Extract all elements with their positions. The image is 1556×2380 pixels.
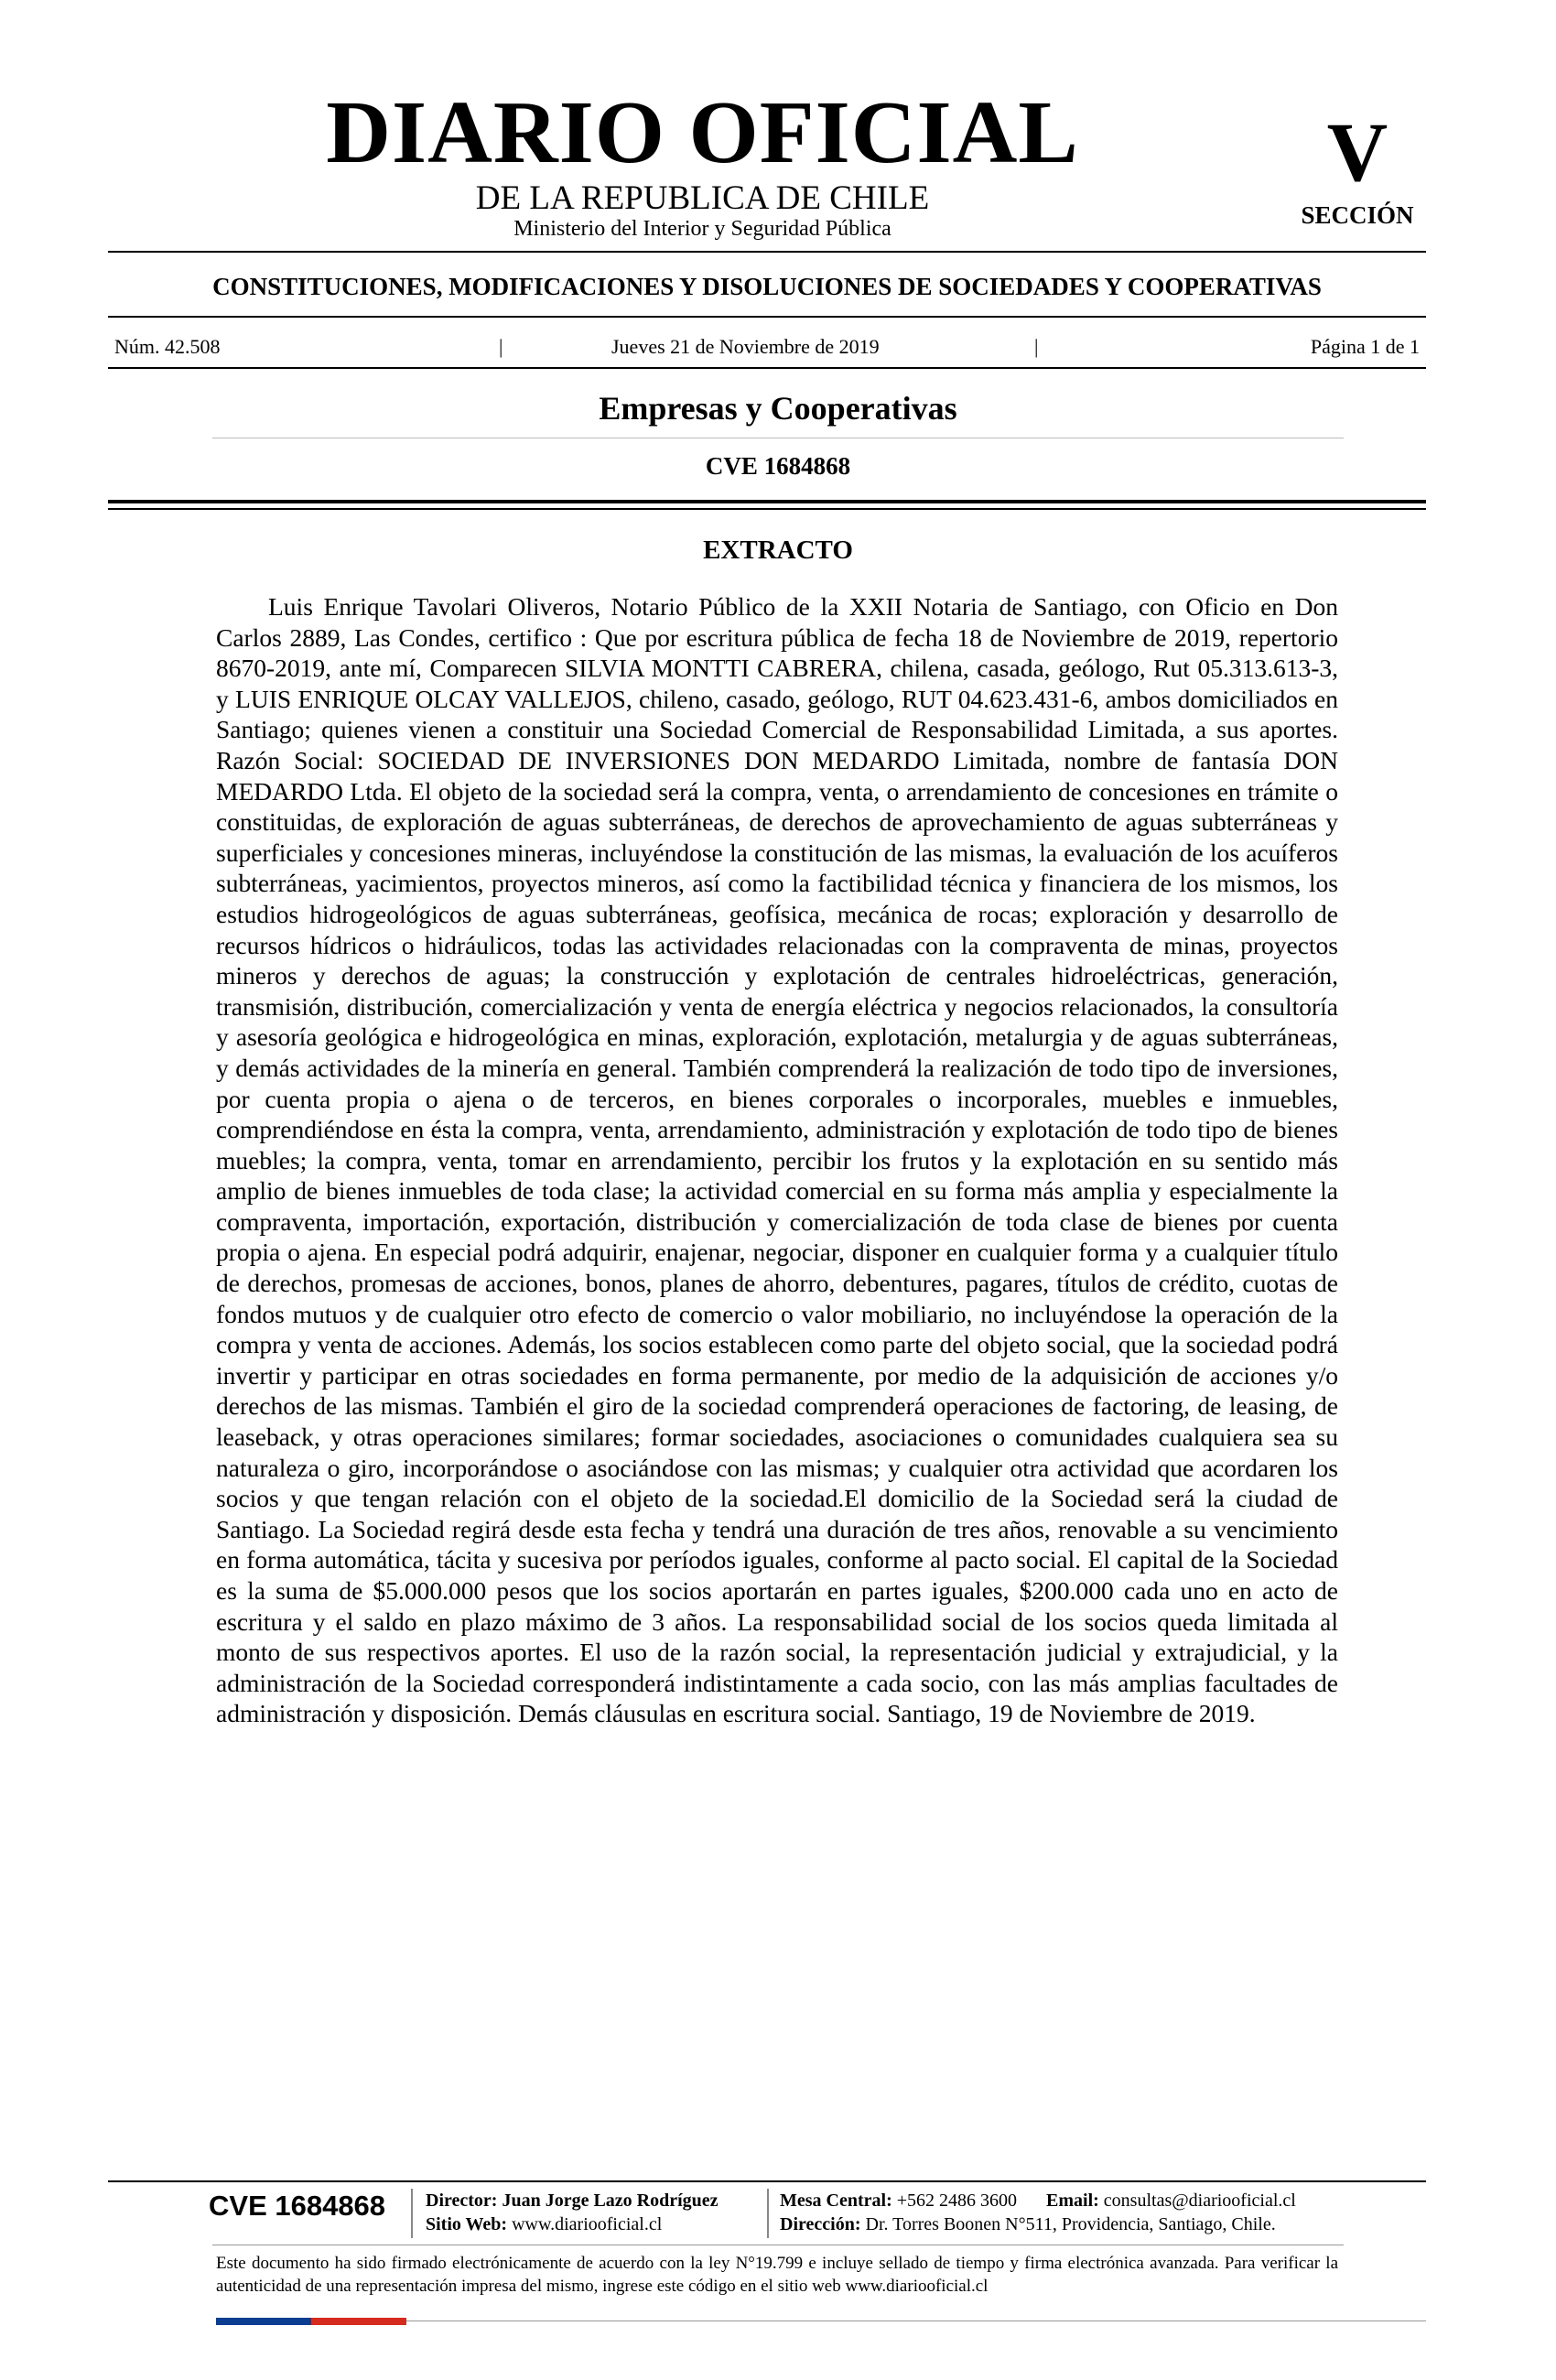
phone-label: Mesa Central: [780, 2191, 892, 2211]
address-text: Dr. Torres Boonen N°511, Providencia, Santiago, Chile. [865, 2214, 1276, 2234]
footer-director-block [426, 2189, 764, 2236]
masthead-ministry: Ministerio del Interior y Seguridad Pública [513, 217, 891, 241]
email-label: Email: [1046, 2191, 1099, 2211]
footer-contact-block [780, 2189, 1347, 2236]
issue-separator-right: | [1034, 335, 1039, 358]
masthead-subtitle: DE LA REPUBLICA DE CHILE [475, 179, 930, 217]
flag-stripe-red [311, 2318, 406, 2325]
cve-rule-thin [108, 508, 1426, 510]
cve-rule-thick [108, 500, 1426, 503]
issue-separator-left: | [499, 335, 503, 358]
category-title: Empresas y Cooperativas [599, 390, 957, 427]
issue-rule [108, 367, 1426, 369]
footer-divider [767, 2189, 769, 2238]
section-numeral: V [1326, 105, 1389, 199]
legal-note: Este documento ha sido firmado electrónicamente de acuerdo con la ley N°19.799 e incluye sellado de tiempo y firma electrónica avanzada. Para verificar la autenticidad de una representación impresa del mismo, ingrese este código en el sitio web www.diariooficial.cl [216, 2254, 1338, 2296]
section-heading: CONSTITUCIONES, MODIFICACIONES Y DISOLUCIONES DE SOCIEDADES Y COOPERATIVAS [212, 273, 1322, 300]
issue-row [108, 333, 1426, 361]
bottom-rule [406, 2320, 1426, 2321]
phone-number: +562 2486 3600 [896, 2191, 1018, 2211]
website-label: Sitio Web: [426, 2214, 508, 2234]
section-label: SECCIÓN [1301, 201, 1414, 229]
email-link[interactable]: consultas@diariooficial.cl [1103, 2191, 1296, 2211]
footer-rule [108, 2180, 1426, 2182]
issue-number: Núm. 42.508 [114, 335, 221, 358]
section-heading-rule [108, 316, 1426, 318]
flag-stripe-blue [216, 2318, 311, 2325]
address-label: Dirección: [780, 2214, 861, 2234]
director-label: Director: [426, 2191, 498, 2211]
issue-page: Página 1 de 1 [1310, 335, 1420, 358]
masthead-title: DIARIO OFICIAL [326, 83, 1079, 182]
cve-code: CVE 1684868 [705, 452, 851, 480]
masthead-rule [108, 251, 1426, 253]
website-link[interactable]: www.diariooficial.cl [512, 2214, 663, 2234]
extract-body: Luis Enrique Tavolari Oliveros, Notario Público de la XXII Notaria de Santiago, con Oficio en Don Carlos 2889, Las Condes, certifico : Que por escritura pública de fecha 18 de Noviembre de 2019, repertorio 8670-2019, ante mí, Comparecen SILVIA MONTTI CABRERA, chilena, casada, geólogo, Rut 05.313.613-3, y LUIS ENRIQUE OLCAY VALLEJOS, chileno, casado, geólogo, RUT 04.623.431-6, ambos domiciliados en Santiago; quienes vienen a constituir una Sociedad Comercial de Responsabilidad Limitada, a sus aportes. Razón Social: SOCIEDAD DE INVERSIONES DON MEDARDO Limitada, nombre de fantasía DON MEDARDO Ltda. El objeto de la sociedad será la compra, venta, o arrendamiento de concesiones en trámite o constituidas, de exploración de aguas subterráneas, de derechos de aprovechamiento de aguas subterráneas y superficiales y concesiones mineras, incluyéndose la constitución de las mismas, la evaluación de los acuíferos subterráneas, yacimientos, proyectos mineros, así como la factibilidad técnica y financiera de los mismos, los estudios hidrogeológicos de aguas subterráneas, geofísica, mecánica de rocas; exploración y desarrollo de recursos hídricos o hidráulicos, todas las actividades relacionadas con la compraventa de minas, proyectos mineros y derechos de aguas; la construcción y explotación de centrales hidroeléctricas, generación, transmisión, distribución, comercialización y venta de energía eléctrica y negocios relacionados, la consultoría y asesoría geológica e hidrogeológica en minas, exploración, explotación, metalurgia y de aguas subterráneas, y demás actividades de la minería en general. También comprenderá la realización de todo tipo de inversiones, por cuenta propia o ajena o de terceros, en bienes corporales o incorporales, muebles e inmuebles, comprendiéndose en ésta la compra, venta, arrendamiento, administración y explotación de todo tipo de bienes muebles; la compra, venta, tomar en arrendamiento, percibir los frutos y la explotación en su sentido más amplio de bienes inmuebles de toda clase; la actividad comercial en su forma más amplia y especialmente la compraventa, importación, exportación, distribución y comercialización de toda clase de bienes por cuenta propia o ajena. En especial podrá adquirir, enajenar, negociar, disponer en cualquier forma y a cualquier título de derechos, promesas de acciones, bonos, planes de ahorro, debentures, pagares, títulos de crédito, cuotas de fondos mutuos y de cualquier otro efecto de comercio o valor mobiliario, no incluyéndose la operación de la compra y venta de acciones. Además, los socios establecen como parte del objeto social, que la sociedad podrá invertir y participar en otras sociedades en forma permanente, por medio de la adquisición de acciones y/o derechos de las mismas. También el giro de la sociedad comprenderá operaciones de factoring, de leasing, de leaseback, y otras operaciones similares; formar sociedades, asociaciones o comunidades cualquiera sea su naturaleza o giro, incorporándose o asociándose con las mismas; y cualquier otra actividad que acordaren los socios y que tengan relación con el objeto de la sociedad.El domicilio de la Sociedad será la ciudad de Santiago. La Sociedad regirá desde esta fecha y tendrá una duración de tres años, renovable a su vencimiento en forma automática, tácita y sucesiva por períodos iguales, conforme al pacto social. El capital de la Sociedad es la suma de $5.000.000 pesos que los socios aportarán en partes iguales, $200.000 cada uno en acto de escritura y el saldo en plazo máximo de 3 años. La responsabilidad social de los socios queda limitada al monto de sus respectivos aportes. El uso de la razón social, la representación judicial y extrajudicial, y la administración de la Sociedad corresponderá indistintamente a cada socio, con las más amplias facultades de administración y disposición. Demás cláusulas en escritura social. Santiago, 19 de Noviembre de 2019. [216, 592, 1338, 1728]
director-name: Juan Jorge Lazo Rodríguez [502, 2191, 719, 2211]
issue-date: Jueves 21 de Noviembre de 2019 [611, 335, 880, 358]
footer-cve-code: CVE 1684868 [209, 2190, 386, 2222]
document-title: EXTRACTO [703, 536, 853, 565]
footer-divider [411, 2189, 413, 2238]
